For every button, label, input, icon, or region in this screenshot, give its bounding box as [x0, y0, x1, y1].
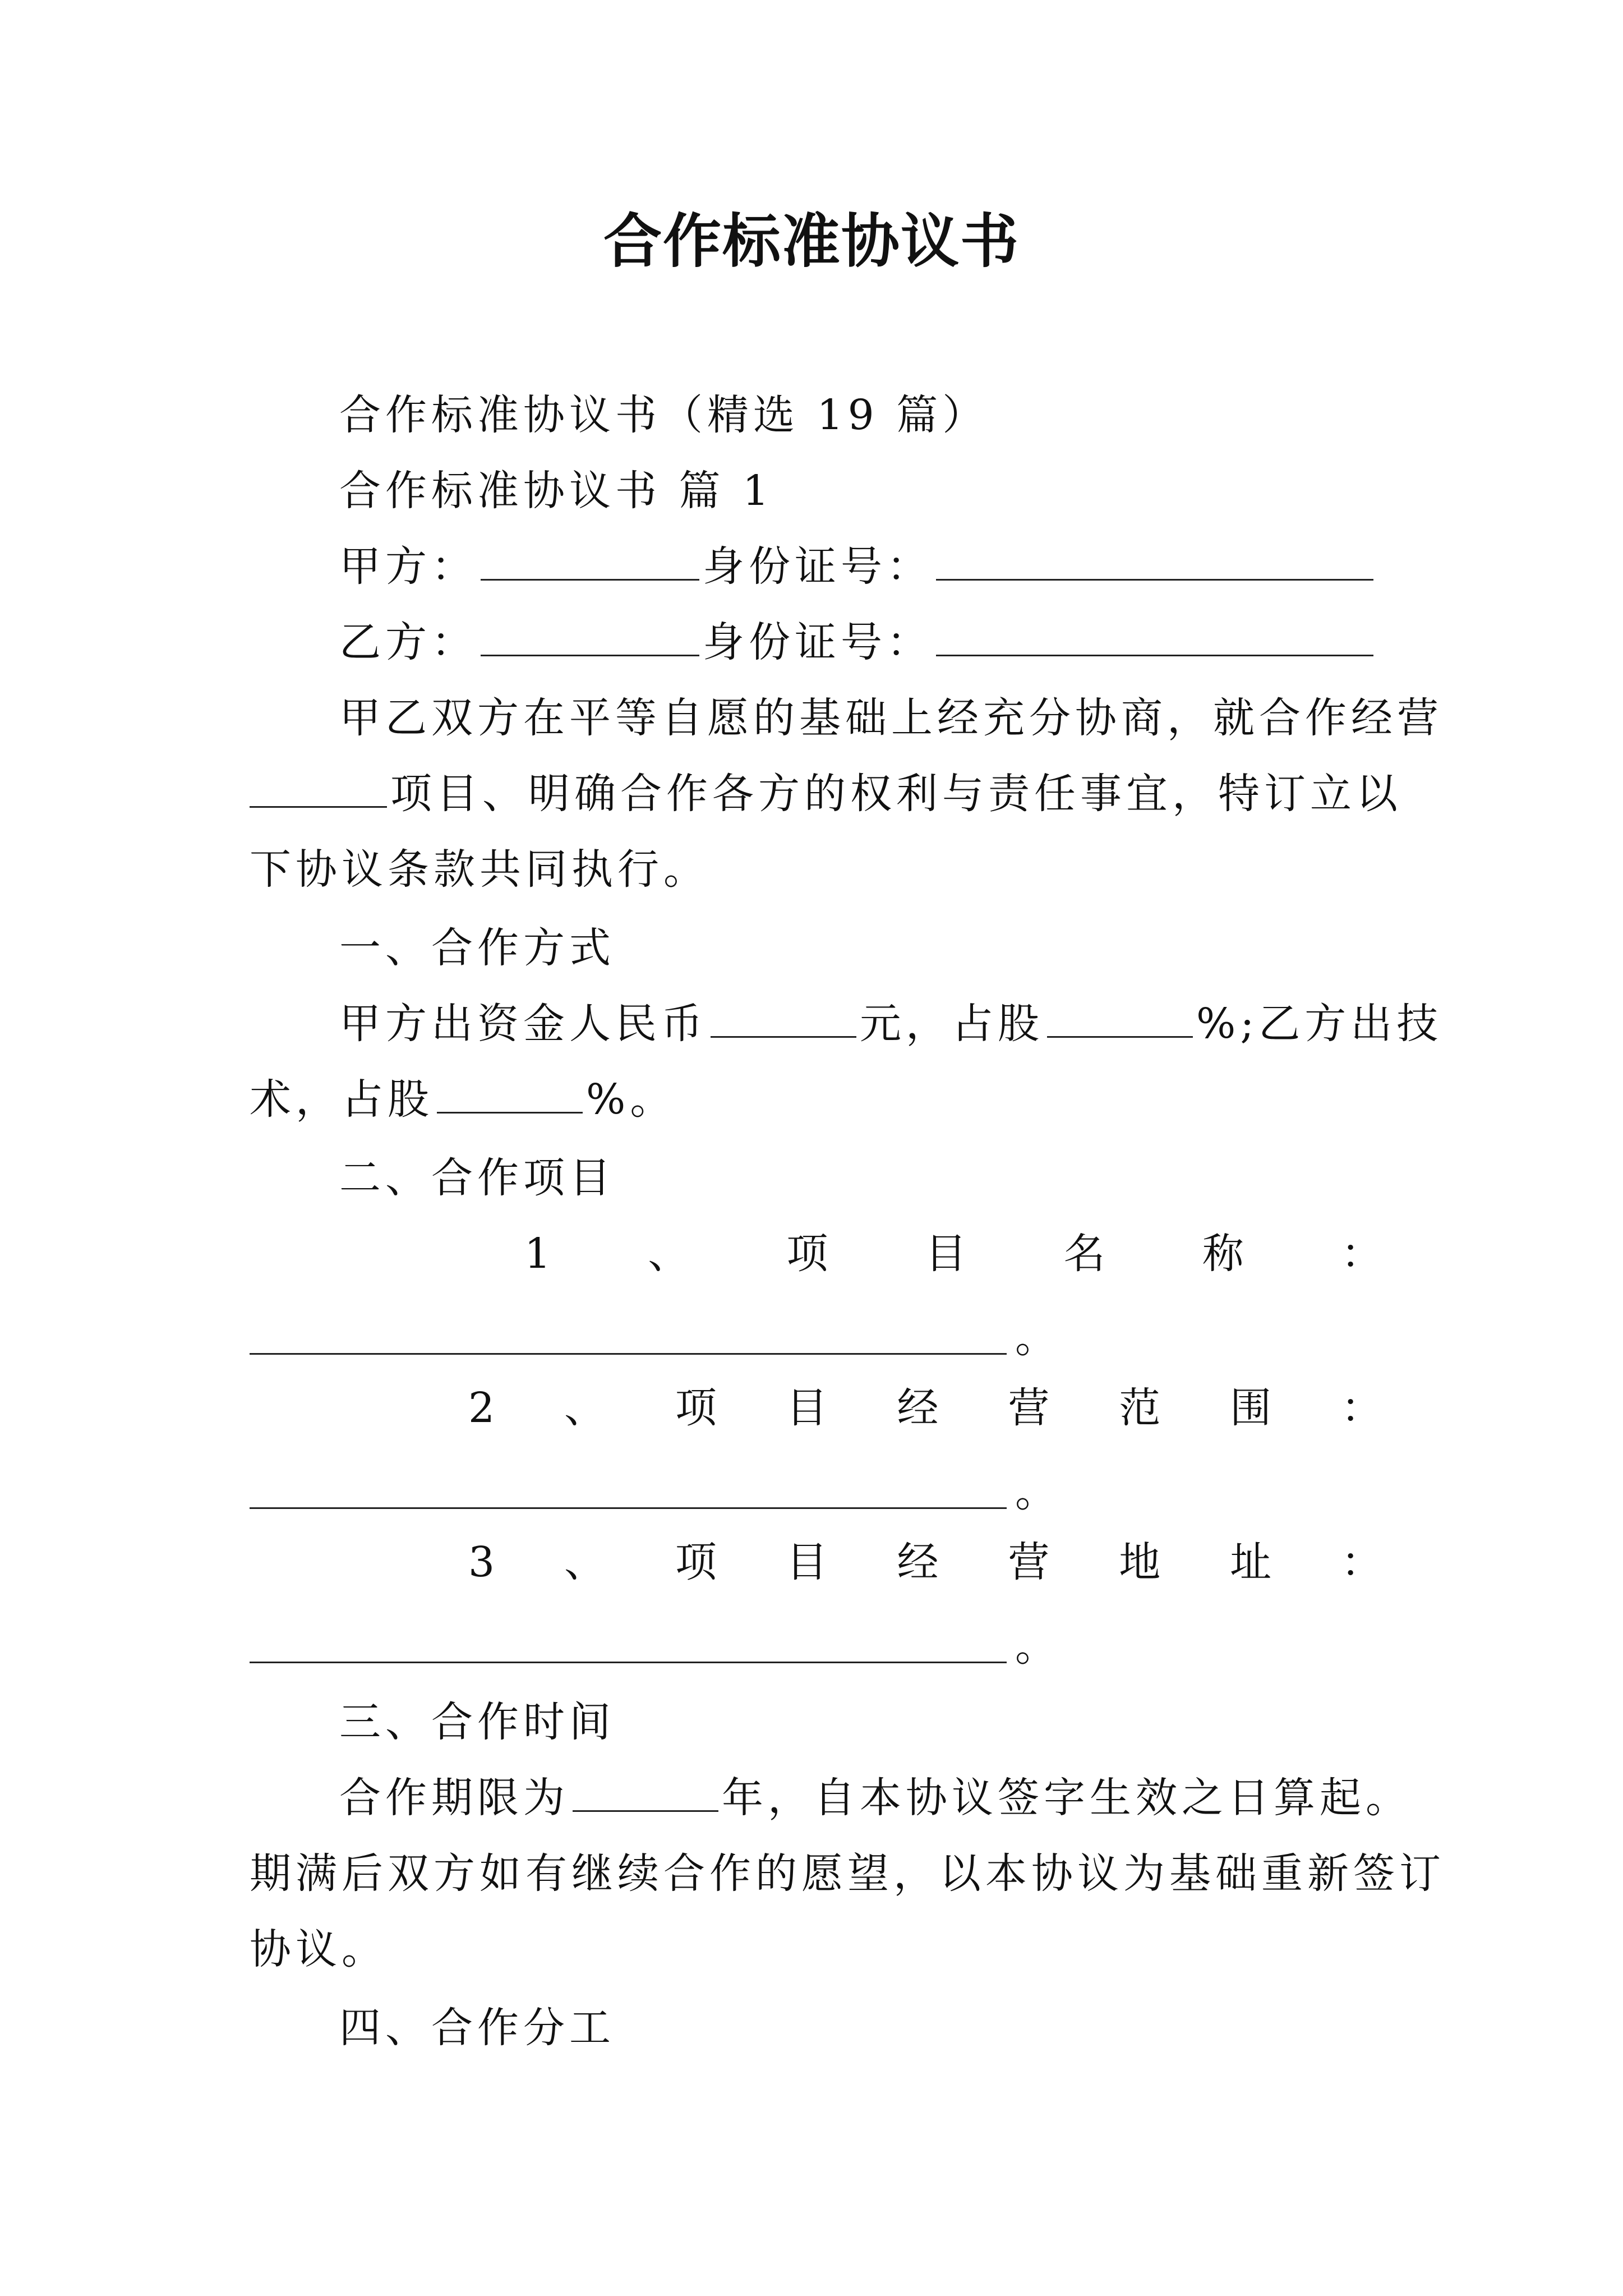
item2-char: 、	[564, 1384, 606, 1432]
section1-line-2	[250, 1071, 676, 1128]
section2-heading: 二、合作项目	[339, 1154, 615, 1202]
section1-line-1	[339, 996, 1442, 1052]
item2-char: 围	[1230, 1384, 1272, 1432]
item2-char: 范	[1119, 1384, 1161, 1432]
item1-char: 目	[925, 1230, 967, 1278]
item3-char: 目	[786, 1538, 828, 1586]
item3-char: ：	[1340, 1538, 1382, 1586]
section1-share-label: 元，占股	[860, 1000, 1044, 1048]
item3-char: 经	[897, 1538, 939, 1586]
intro-line-1: 甲乙双方在平等自愿的基础上经充分协商，就合作经营	[339, 694, 1443, 742]
section3-line-2: 期满后双方如有继续合作的愿望，以本协议为基础重新签订	[250, 1849, 1445, 1898]
business-scope-row	[468, 1380, 1382, 1436]
term-years-blank	[573, 1771, 718, 1812]
item2-char: 目	[786, 1384, 828, 1432]
section1-heading: 一、合作方式	[339, 924, 615, 972]
item2-char: ：	[1340, 1384, 1382, 1432]
project-name-blank-line	[250, 1353, 1007, 1355]
section1-tech-label: %;乙方出技	[1196, 1000, 1443, 1048]
item1-end-mark: 。	[1015, 1314, 1057, 1362]
party-b-id-blank	[936, 615, 1373, 656]
item3-end-mark: 。	[1015, 1622, 1057, 1671]
item1-char: ：	[1340, 1230, 1382, 1278]
party-a-id-label: 身份证号：	[703, 542, 933, 591]
business-scope-blank-line	[250, 1507, 1007, 1509]
section-heading: 合作标准协议书 篇 1	[339, 467, 774, 515]
item2-char: 2	[468, 1384, 495, 1432]
item2-char: 项	[675, 1384, 717, 1432]
item3-char: 3	[468, 1538, 495, 1586]
document-subtitle: 合作标准协议书（精选 19 篇）	[339, 391, 989, 439]
section3-heading: 三、合作时间	[339, 1698, 615, 1746]
item3-char: 址	[1230, 1538, 1272, 1586]
item1-char: 、	[648, 1230, 690, 1278]
project-name-blank	[250, 767, 387, 808]
item2-char: 营	[1008, 1384, 1050, 1432]
party-a-line	[339, 539, 1377, 595]
party-b-label: 乙方：	[339, 618, 477, 666]
intro-line-2-text: 项目、明确合作各方的权利与责任事宜，特订立以	[390, 770, 1402, 818]
item1-char: 项	[786, 1230, 828, 1278]
item1-char: 1	[524, 1230, 551, 1278]
item3-char: 地	[1119, 1538, 1161, 1586]
item2-char: 经	[897, 1384, 939, 1432]
party-b-name-blank	[481, 615, 699, 656]
business-address-blank-line	[250, 1662, 1007, 1663]
section1-percent-end: %。	[586, 1075, 676, 1124]
term-label: 合作期限为	[339, 1774, 569, 1822]
party-b-id-label: 身份证号：	[703, 618, 933, 666]
party-a-id-blank	[936, 540, 1373, 581]
item3-char: 、	[564, 1538, 606, 1586]
party-b-share-blank	[437, 1073, 583, 1114]
party-b-line	[339, 614, 1377, 670]
party-a-name-blank	[481, 540, 699, 581]
section1-tech-share-label: 术，占股	[250, 1075, 434, 1124]
business-address-row	[468, 1534, 1382, 1590]
section3-line-3: 协议。	[250, 1925, 388, 1973]
section3-line-1	[339, 1770, 1412, 1826]
item1-char: 称	[1202, 1230, 1244, 1278]
intro-line-2	[250, 766, 1402, 822]
item2-end-mark: 。	[1015, 1468, 1057, 1516]
intro-line-3: 下协议条款共同执行。	[250, 845, 709, 894]
section1-capital-label: 甲方出资金人民币	[339, 1000, 707, 1048]
term-text: 年，自本协议签字生效之日算起。	[722, 1774, 1412, 1822]
document-title: 合作标准协议书	[603, 206, 1020, 275]
party-a-share-blank	[1047, 997, 1193, 1038]
party-a-label: 甲方：	[339, 542, 477, 591]
section4-heading: 四、合作分工	[339, 2004, 615, 2052]
capital-amount-blank	[711, 997, 856, 1038]
item1-char: 名	[1063, 1230, 1105, 1278]
item3-char: 营	[1008, 1538, 1050, 1586]
item3-char: 项	[675, 1538, 717, 1586]
project-name-row	[524, 1226, 1382, 1282]
